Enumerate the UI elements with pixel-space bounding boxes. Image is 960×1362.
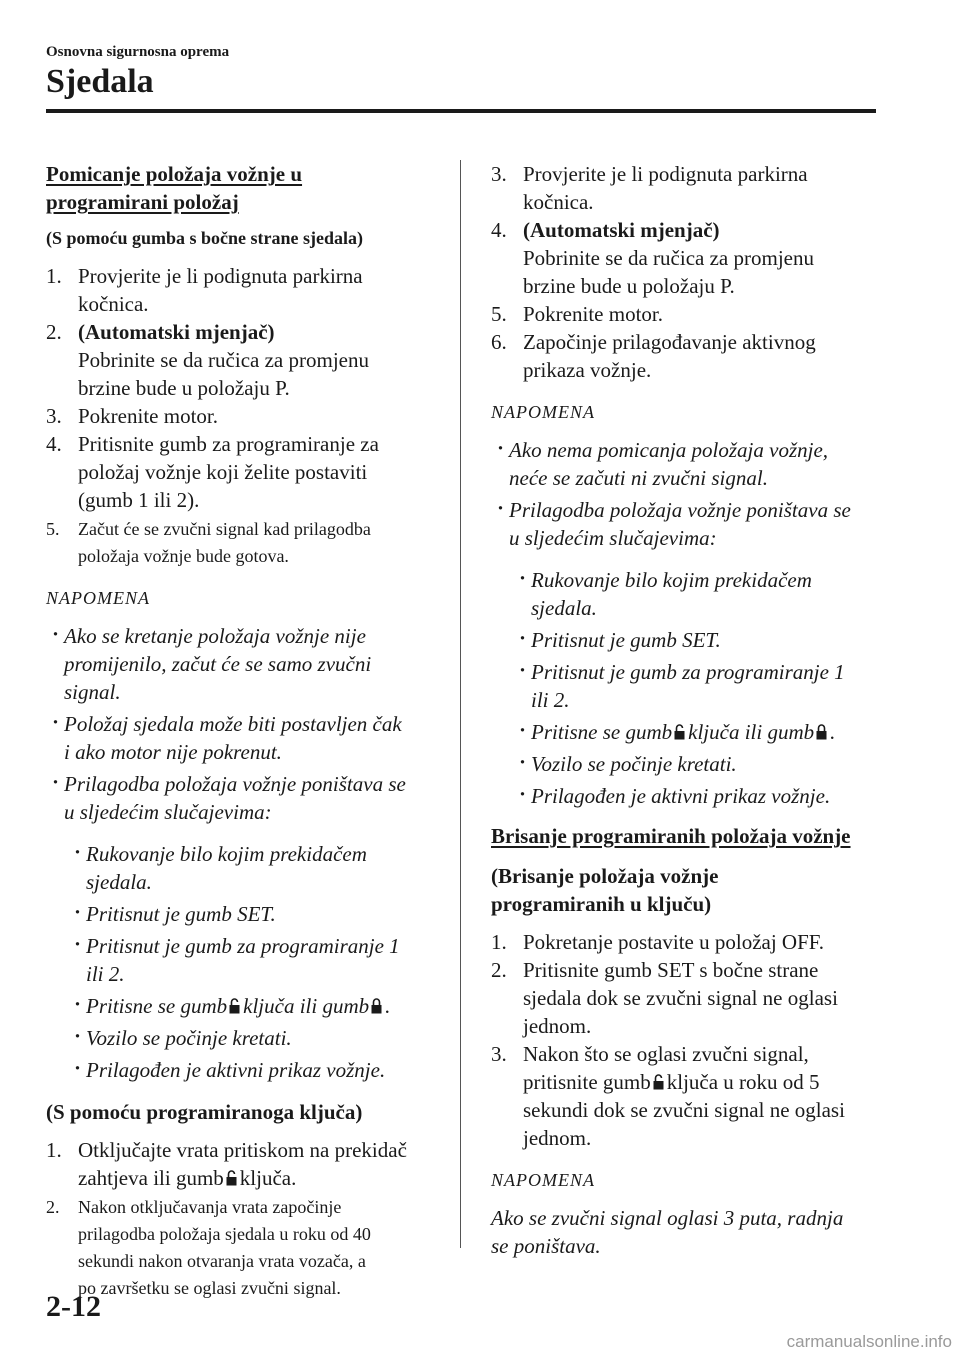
- step-item: 2. Pritisnite gumb SET s bočne strane sjedala dok se zvučni signal ne oglasi jednom.: [491, 958, 838, 1038]
- note-subbullet: · Pritisnut je gumb za programiranje 1 ili 2.: [68, 932, 438, 988]
- subsection-heading: (S pomoću gumba s bočne strane sjedala): [46, 228, 364, 248]
- lock-icon: [816, 724, 827, 740]
- note-subbullet: · Rukovanje bilo kojim prekidačem sjedala.: [513, 566, 883, 622]
- note-subbullet: · Prilagođen je aktivni prikaz vožnje.: [68, 1056, 438, 1084]
- section-title: Brisanje programiranih položaja vožnje: [491, 824, 851, 848]
- note-bullet: · Prilagodba položaja vožnje poništava se u sljedećim slučajevima:: [46, 770, 438, 826]
- step-item: 3. Pokrenite motor.: [46, 404, 218, 428]
- note-subbullet: · Pritisne se gumb ključa ili gumb .: [68, 992, 438, 1020]
- note-heading: NAPOMENA: [46, 588, 150, 608]
- watermark: carmanualsonline.info: [786, 1332, 952, 1351]
- note-text: Ako se zvučni signal oglasi 3 puta, radnja se poništava.: [491, 1206, 844, 1258]
- column-divider: [460, 160, 461, 1248]
- step-item: 4. (Automatski mjenjač) Pobrinite se da ručica za promjenu brzine bude u položaju P.: [491, 218, 814, 298]
- step-item: 4. Pritisnite gumb za programiranje za položaj vožnje koji želite postaviti (gumb 1 ili 2).: [46, 432, 379, 512]
- left-column: [46, 160, 438, 1302]
- note-bullet: · Ako se kretanje položaja vožnje nije promijenilo, začut će se samo zvučni signal.: [46, 622, 438, 706]
- subsection-heading: (S pomoću programiranoga ključa): [46, 1100, 363, 1124]
- step-item: 2. (Automatski mjenjač) Pobrinite se da ručica za promjenu brzine bude u položaju P.: [46, 320, 369, 400]
- note-subbullet: · Pritisne se gumb ključa ili gumb .: [513, 718, 883, 746]
- note-heading: NAPOMENA: [491, 1170, 595, 1190]
- note-subbullet: · Vozilo se počinje kretati.: [68, 1024, 438, 1052]
- note-bullet: · Ako nema pomicanja položaja vožnje, neće se začuti ni zvučni signal.: [491, 436, 883, 492]
- step-item: 1. Otključajte vrata pritiskom na prekidač zahtjeva ili gumb ključa.: [46, 1138, 407, 1190]
- note-heading: NAPOMENA: [491, 402, 595, 422]
- right-column: [491, 160, 883, 1260]
- unlock-icon: [674, 724, 685, 740]
- section-label: Osnovna sigurnosna oprema: [46, 44, 230, 60]
- step-item: 6. Započinje prilagođavanje aktivnog prikaza vožnje.: [491, 330, 816, 382]
- unlock-icon: [229, 998, 240, 1014]
- unlock-icon: [653, 1074, 664, 1090]
- page-number: 2-12: [46, 1290, 101, 1323]
- unlock-icon: [226, 1170, 237, 1186]
- note-subbullet: · Vozilo se počinje kretati.: [513, 750, 883, 778]
- note-subbullet: · Pritisnut je gumb SET.: [513, 626, 883, 654]
- step-item: 3. Provjerite je li podignuta parkirna kočnica.: [491, 162, 808, 214]
- step-item: 1. Pokretanje postavite u položaj OFF.: [491, 930, 825, 954]
- note-bullet: · Prilagodba položaja vožnje poništava se u sljedećim slučajevima:: [491, 496, 883, 552]
- step-item: 1. Provjerite je li podignuta parkirna kočnica.: [46, 264, 363, 316]
- note-subbullet: · Rukovanje bilo kojim prekidačem sjedala.: [68, 840, 438, 896]
- page-title: Sjedala: [46, 63, 154, 100]
- section-title: Pomicanje položaja vožnje u programirani položaj: [46, 162, 303, 214]
- note-subbullet: · Pritisnut je gumb za programiranje 1 ili 2.: [513, 658, 883, 714]
- subsection-heading: (Brisanje položaja vožnje programiranih u ključu): [491, 864, 719, 916]
- step-item: 5. Začut će se zvučni signal kad prilagodba položaja vožnje bude gotova.: [46, 519, 371, 566]
- header-rule: [46, 109, 876, 113]
- step-item: 5. Pokrenite motor.: [491, 302, 663, 326]
- lock-icon: [371, 998, 382, 1014]
- note-subbullet: · Pritisnut je gumb SET.: [68, 900, 438, 928]
- note-subbullet: · Prilagođen je aktivni prikaz vožnje.: [513, 782, 883, 810]
- step-item: 2. Nakon otključavanja vrata započinje prilagodba položaja sjedala u roku od 40 sekundi nakon otvaranja vrata vozača, a po završetku se oglasi zvučni signal.: [46, 1197, 371, 1298]
- step-item: 3. Nakon što se oglasi zvučni signal, pritisnite gumb ključa u roku od 5 sekundi dok se zvučni signal ne oglasi jednom.: [491, 1042, 845, 1150]
- note-bullet: · Položaj sjedala može biti postavljen čak i ako motor nije pokrenut.: [46, 710, 438, 766]
